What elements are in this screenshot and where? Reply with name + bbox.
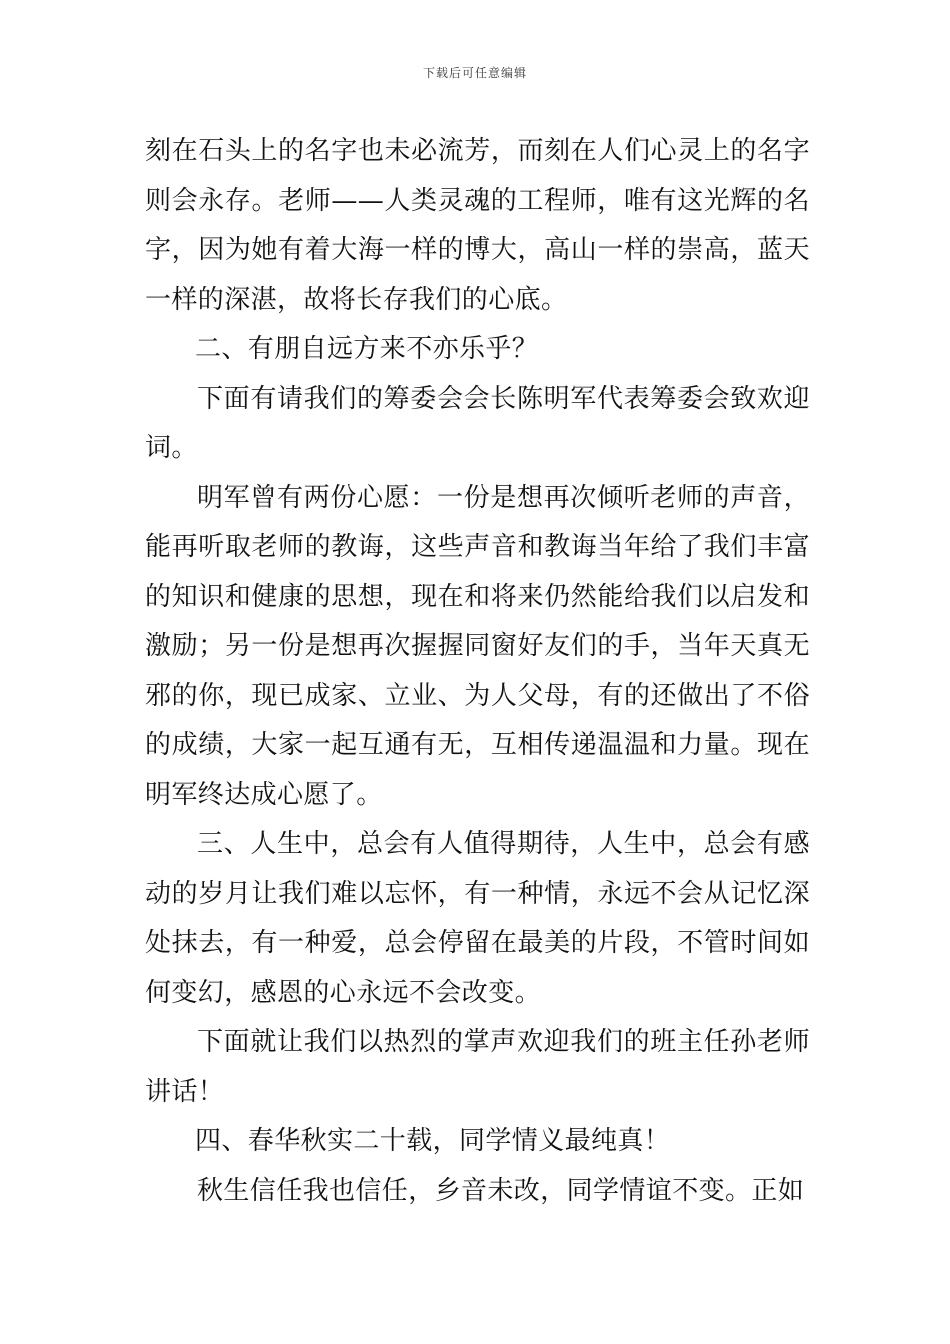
section-heading-3: 三、人生中，总会有人值得期待，人生中，总会有感动的岁月让我们难以忘怀，有一种情，永远不会从记忆深处抹去，有一种爱，总会停留在最美的片段，不管时间如何变幻，感恩的心永远不会改变。 <box>145 829 810 1008</box>
paragraph-5: 秋生信任我也信任，乡音未改，同学情谊不变。正如 <box>197 1175 805 1206</box>
paragraph-2: 下面有请我们的筹委会会长陈明军代表筹委会致欢迎词。 <box>145 383 810 463</box>
section-heading-4: 四、春华秋实二十载，同学情义最纯真！ <box>195 1126 671 1156</box>
paragraph-4: 下面就让我们以热烈的掌声欢迎我们的班主任孙老师讲话！ <box>145 1027 810 1107</box>
section-heading-2: 二、有朋自远方来不亦乐乎？ <box>195 334 539 364</box>
paragraph-3: 明军曾有两份心愿：一份是想再次倾听老师的声音，能再听取老师的教诲，这些声音和教诲当年给了我们丰富的知识和健康的思想，现在和将来仍然能给我们以启发和激励；另一份是想再次握握同窗好友们的手，当年天真无邪的你，现已成家、立业、为人父母，有的还做出了不俗的成绩，大家一起互通有无，互相传递温温和力量。现在明军终达成心愿了。 <box>145 482 810 810</box>
page-header: 下载后可任意编辑 <box>422 66 527 80</box>
paragraph-1: 刻在石头上的名字也未必流芳，而刻在人们心灵上的名字则会永存。老师——人类灵魂的工程师，唯有这光辉的名字，因为她有着大海一样的博大，高山一样的崇高，蓝天一样的深湛，故将长存我们的心底。 <box>145 136 810 315</box>
document-body <box>145 127 810 1216</box>
